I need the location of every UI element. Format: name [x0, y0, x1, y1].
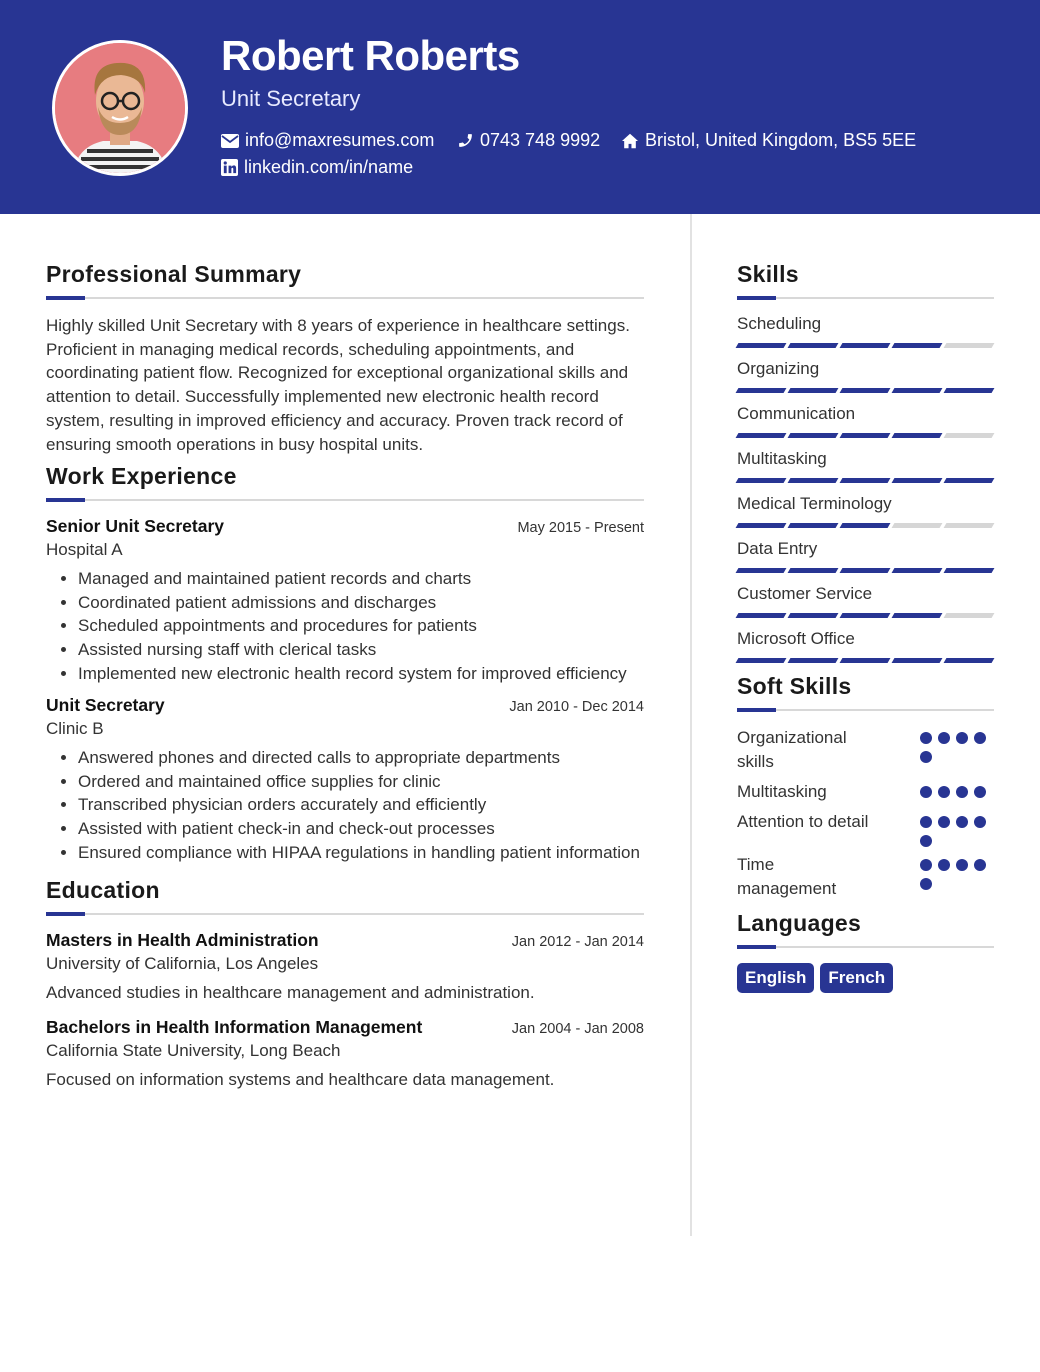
level-segment-filled [788, 568, 839, 573]
skill-name: Microsoft Office [737, 629, 855, 648]
section-title: Languages [737, 910, 862, 936]
section-title: Skills [737, 261, 799, 287]
skill-name: Data Entry [737, 539, 818, 558]
job-dates: May 2015 - Present [517, 520, 644, 537]
summary-text: Highly skilled Unit Secretary with 8 years of experience in healthcare settings. Proficient in managing medical records, scheduling appointments, and coordinating patient flow. Recognized for exceptional organizational skills and attention to detail. Successfully implemented new electronic health record system, resulting in improved efficiency and accuracy. Proven track record of ensuring smooth operations in busy hospital units. [46, 316, 630, 454]
level-segment-filled [736, 613, 787, 618]
section-rule [737, 709, 994, 711]
location-text: Bristol, United Kingdom, BS5 5EE [645, 130, 917, 150]
skill-level-bar [737, 613, 994, 618]
person-portrait-icon [55, 43, 185, 173]
phone-text: 0743 748 9992 [480, 130, 601, 150]
language-badge: English [737, 963, 814, 993]
skill-item [737, 584, 994, 618]
level-segment-filled [840, 433, 891, 438]
skill-level-bar [737, 388, 994, 393]
level-segment-empty [892, 523, 943, 528]
job-entry [46, 516, 644, 685]
envelope-icon [221, 134, 239, 148]
section-rule [737, 297, 994, 299]
soft-skills-section [737, 670, 994, 901]
skill-item [737, 494, 994, 528]
level-segment-filled [788, 658, 839, 663]
rating-dot [974, 816, 986, 828]
level-segment-filled [944, 658, 995, 663]
job-title: Unit Secretary [221, 86, 361, 111]
level-segment-filled [840, 568, 891, 573]
level-segment-empty [944, 433, 995, 438]
email-text: info@maxresumes.com [245, 130, 435, 150]
education-description: Focused on information systems and healthcare data management. [46, 1070, 555, 1090]
soft-skill-rating [920, 853, 994, 901]
rating-dot [920, 751, 932, 763]
linkedin-icon [221, 159, 238, 176]
profile-photo [52, 40, 188, 176]
job-employer: Hospital A [46, 540, 123, 560]
level-segment-filled [736, 388, 787, 393]
job-position: Unit Secretary [46, 695, 165, 716]
soft-skill-rating [920, 780, 994, 804]
level-segment-filled [840, 343, 891, 348]
level-segment-empty [944, 523, 995, 528]
skill-name: Customer Service [737, 584, 873, 603]
rating-dot [920, 859, 932, 871]
skills-section [737, 258, 994, 663]
rating-dot [956, 859, 968, 871]
summary-section [46, 258, 644, 456]
level-segment-filled [788, 613, 839, 618]
section-title: Soft Skills [737, 673, 852, 699]
level-segment-filled [892, 613, 943, 618]
level-segment-filled [840, 388, 891, 393]
rating-dot [956, 786, 968, 798]
level-segment-filled [840, 613, 891, 618]
level-segment-filled [944, 568, 995, 573]
languages-section [737, 907, 994, 993]
contact-email[interactable] [221, 130, 434, 151]
contact-location [621, 130, 916, 151]
rating-dot [974, 859, 986, 871]
level-segment-filled [736, 433, 787, 438]
skill-item [737, 314, 994, 348]
level-segment-filled [892, 658, 943, 663]
education-dates: Jan 2012 - Jan 2014 [511, 934, 644, 951]
level-segment-empty [944, 613, 995, 618]
level-segment-filled [736, 523, 787, 528]
rating-dot [920, 816, 932, 828]
rating-dot [920, 786, 932, 798]
soft-skills-list [737, 726, 994, 901]
section-rule [737, 946, 994, 948]
soft-skill-item [737, 780, 994, 804]
level-segment-filled [788, 388, 839, 393]
skill-level-bar [737, 523, 994, 528]
level-segment-empty [944, 343, 995, 348]
rating-dot [938, 732, 950, 744]
level-segment-filled [788, 523, 839, 528]
section-rule [46, 297, 644, 299]
list-item: • Ensured compliance with HIPAA regulations in handling patient information [78, 841, 644, 865]
level-segment-filled [788, 433, 839, 438]
home-icon [621, 133, 639, 149]
contact-linkedin[interactable] [221, 157, 413, 178]
level-segment-filled [736, 478, 787, 483]
section-title: Education [46, 877, 160, 904]
level-segment-filled [736, 658, 787, 663]
skill-name: Communication [737, 404, 856, 423]
education-dates: Jan 2004 - Jan 2008 [511, 1021, 644, 1038]
level-segment-filled [892, 388, 943, 393]
section-title: Professional Summary [46, 261, 302, 287]
experience-section [46, 460, 644, 864]
skill-item [737, 449, 994, 483]
language-badge: French [820, 963, 893, 993]
level-segment-filled [892, 343, 943, 348]
skill-item [737, 539, 994, 573]
soft-skill-name: Multitasking [737, 782, 827, 801]
job-bullets [46, 567, 644, 685]
skill-item [737, 629, 994, 663]
list-item: • Assisted with patient check-in and check-out processes [78, 817, 644, 841]
list-item: • Managed and maintained patient records and charts [78, 567, 644, 591]
level-segment-filled [840, 658, 891, 663]
level-segment-filled [736, 568, 787, 573]
level-segment-filled [944, 388, 995, 393]
list-item: • Transcribed physician orders accurately and efficiently [78, 793, 644, 817]
soft-skill-name: Attention to detail [737, 812, 869, 831]
soft-skill-name: Time management [737, 855, 837, 898]
soft-skill-rating [920, 726, 994, 774]
candidate-name: Robert Roberts [221, 32, 520, 79]
rating-dot [920, 835, 932, 847]
list-item: • Implemented new electronic health record system for improved efficiency [78, 662, 644, 686]
level-segment-filled [892, 478, 943, 483]
skill-name: Scheduling [737, 314, 822, 333]
job-employer: Clinic B [46, 719, 104, 739]
rating-dot [956, 732, 968, 744]
soft-skill-item [737, 726, 994, 774]
rating-dot [956, 816, 968, 828]
soft-skill-name: Organizational skills [737, 728, 847, 771]
skill-name: Medical Terminology [737, 494, 892, 513]
skill-level-bar [737, 568, 994, 573]
school-name: University of California, Los Angeles [46, 954, 319, 974]
level-segment-filled [892, 568, 943, 573]
soft-skill-item [737, 853, 994, 901]
skills-list [737, 314, 994, 663]
skill-level-bar [737, 478, 994, 483]
soft-skill-rating [920, 810, 994, 847]
school-name: California State University, Long Beach [46, 1041, 341, 1061]
sidebar-column [737, 258, 994, 993]
rating-dot [938, 786, 950, 798]
soft-skill-item [737, 810, 994, 847]
rating-dot [938, 816, 950, 828]
rating-dot [920, 732, 932, 744]
job-position: Senior Unit Secretary [46, 516, 224, 537]
skill-name: Organizing [737, 359, 820, 378]
section-rule [46, 499, 644, 501]
skill-item [737, 359, 994, 393]
education-entry [46, 1017, 644, 1090]
rating-dot [974, 786, 986, 798]
level-segment-filled [736, 343, 787, 348]
contact-phone[interactable] [457, 130, 600, 151]
list-item: • Assisted nursing staff with clerical tasks [78, 638, 644, 662]
education-section [46, 874, 644, 1090]
job-bullets [46, 746, 644, 864]
skill-level-bar [737, 343, 994, 348]
level-segment-filled [788, 343, 839, 348]
main-column [46, 258, 644, 1100]
degree-name: Bachelors in Health Information Management [46, 1017, 423, 1038]
level-segment-filled [840, 523, 891, 528]
level-segment-filled [788, 478, 839, 483]
skill-name: Multitasking [737, 449, 827, 468]
rating-dot [938, 859, 950, 871]
section-title: Work Experience [46, 463, 237, 490]
level-segment-filled [944, 478, 995, 483]
list-item: • Scheduled appointments and procedures for patients [78, 614, 644, 638]
list-item: • Answered phones and directed calls to appropriate departments [78, 746, 644, 770]
education-description: Advanced studies in healthcare management and administration. [46, 983, 535, 1003]
list-item: • Coordinated patient admissions and discharges [78, 591, 644, 615]
rating-dot [920, 878, 932, 890]
education-entry [46, 930, 644, 1003]
job-entry [46, 695, 644, 864]
linkedin-text: linkedin.com/in/name [244, 157, 414, 177]
degree-name: Masters in Health Administration [46, 930, 319, 951]
level-segment-filled [892, 433, 943, 438]
column-divider [690, 214, 692, 1236]
rating-dot [974, 732, 986, 744]
list-item: • Ordered and maintained office supplies for clinic [78, 770, 644, 794]
section-rule [46, 913, 644, 915]
phone-icon [457, 132, 474, 149]
skill-item [737, 404, 994, 438]
resume-header [0, 0, 1040, 214]
skill-level-bar [737, 433, 994, 438]
skill-level-bar [737, 658, 994, 663]
level-segment-filled [840, 478, 891, 483]
job-dates: Jan 2010 - Dec 2014 [509, 699, 644, 716]
languages-list [737, 963, 994, 993]
